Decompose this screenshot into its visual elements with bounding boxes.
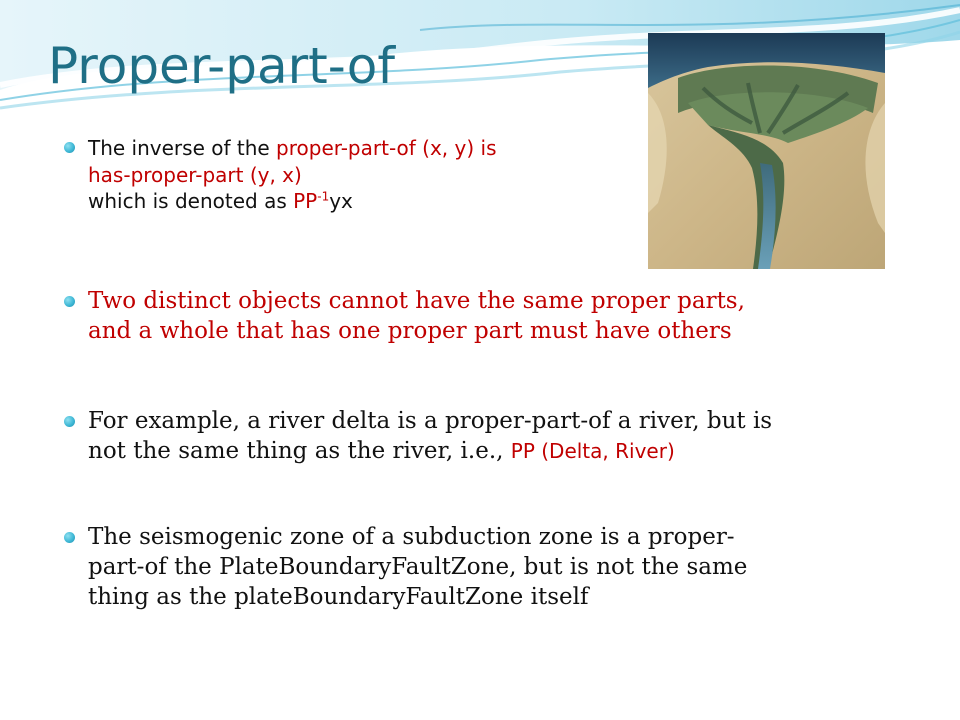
bullet-line: The seismogenic zone of a subduction zone is a proper- — [88, 524, 735, 550]
bullet-text — [64, 287, 745, 347]
highlighted-text: PP (Delta, River) — [510, 438, 675, 463]
bullet-text — [64, 407, 772, 467]
bullet-line — [88, 135, 497, 162]
bullet-line: part-of the PlateBoundaryFaultZone, but is not the same — [88, 553, 748, 580]
text-fragment: not the same thing as the river, i.e., — [88, 437, 511, 464]
bullet-line: has-proper-part (y, x) — [88, 162, 302, 187]
bullet-item-3 — [64, 407, 772, 467]
bullet-icon — [64, 142, 75, 153]
bullet-icon — [64, 296, 75, 307]
bullet-text — [64, 523, 747, 613]
bullet-line: thing as the plateBoundaryFaultZone itself — [88, 583, 589, 610]
highlighted-text: proper-part-of (x, y) is — [276, 136, 497, 160]
bullet-line: Two distinct objects cannot have the same proper parts, — [88, 288, 745, 314]
river-delta-image — [648, 33, 885, 269]
bullet-item-2 — [64, 287, 745, 347]
bullet-line — [88, 188, 497, 215]
highlighted-text: PP — [293, 189, 318, 214]
text-fragment: yx — [329, 189, 353, 214]
slide-title: Proper-part-of — [48, 37, 395, 95]
bullet-item-4 — [64, 523, 747, 613]
bullet-item-1 — [64, 135, 497, 215]
text-fragment: which is denoted as — [88, 189, 294, 214]
bullet-text — [64, 135, 497, 215]
superscript: -1 — [317, 189, 330, 204]
text-fragment: The inverse of the — [88, 136, 277, 160]
bullet-line — [88, 437, 772, 467]
bullet-line: For example, a river delta is a proper-part-of a river, but is — [88, 408, 773, 434]
bullet-icon — [64, 532, 75, 543]
bullet-line: and a whole that has one proper part must have others — [88, 317, 732, 344]
bullet-icon — [64, 416, 75, 427]
